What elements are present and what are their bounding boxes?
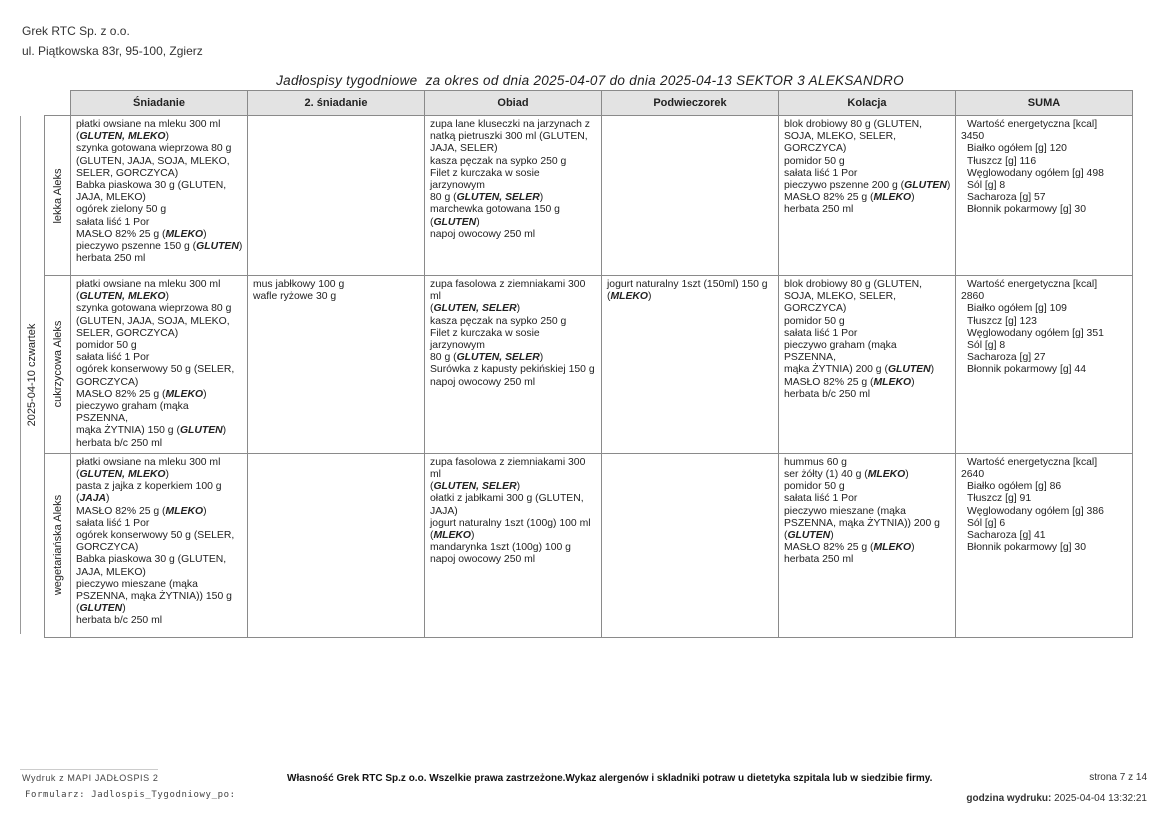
diet-cell — [45, 276, 71, 454]
meal-cell-drugie-sniadanie — [248, 116, 425, 276]
meal-item: PSZENNA, mąka ŻYTNIA)) 200 g — [784, 517, 940, 529]
meal-item: (GLUTEN) — [784, 530, 834, 542]
meal-item: Filet z kurczaka w sosie jarzynowym — [430, 327, 540, 352]
header-obiad: Obiad — [425, 91, 602, 116]
energy-value: 2640 — [961, 469, 985, 481]
energy-label: Wartość energetyczna [kcal] — [967, 119, 1098, 130]
meal-item: (GLUTEN) — [76, 603, 126, 615]
meal-item: pieczywo pszenne 150 g (GLUTEN) — [76, 241, 243, 253]
meal-item: herbata 250 ml — [76, 253, 146, 265]
meal-item: zupa fasolowa z ziemniakami 300 ml — [430, 456, 586, 481]
meal-item: (MLEKO) — [607, 291, 652, 303]
meal-item: pieczywo graham (mąka PSZENNA, — [784, 340, 897, 364]
meal-item: GORCZYCA) — [76, 376, 139, 388]
meal-item: wafle ryżowe 30 g — [253, 291, 337, 303]
meal-item: sałata liść 1 Por — [76, 517, 150, 529]
table-header-row — [45, 91, 1133, 116]
meal-item: (GLUTEN, SELER) — [430, 481, 521, 493]
footer-page-number: strona 7 z 14 — [1089, 772, 1147, 783]
header-kolacja: Kolacja — [779, 91, 956, 116]
footer-ownership: Własność Grek RTC Sp.z o.o. Wszelkie prawa zastrzeżone.Wykaz alergenów i skladniki potraw u dietetyka szpitala lub w siedzibie firmy. — [287, 773, 933, 784]
diet-cell — [45, 116, 71, 276]
table-row — [45, 116, 1133, 276]
nutrient-line: Białko ogółem [g] 86 — [967, 481, 1062, 493]
meal-item: Surówka z kapusty pekińskiej 150 g — [430, 364, 595, 376]
meal-item: blok drobiowy 80 g (GLUTEN, — [784, 279, 923, 290]
meal-cell-drugie-sniadanie — [248, 453, 425, 637]
meal-item: sałata liść 1 Por — [784, 167, 858, 179]
meal-item: PSZENNA, mąka ŻYTNIA)) 150 g — [76, 591, 232, 603]
table-row — [45, 276, 1133, 454]
meal-item: mąka ŻYTNIA) 150 g (GLUTEN) — [76, 425, 227, 437]
meal-cell-podwieczorek — [602, 453, 779, 637]
diet-label: wegetariańska Aleks — [51, 495, 64, 596]
meal-item: ołatki z jabłkami 300 g (GLUTEN, — [430, 493, 584, 505]
meal-item: pomidor 50 g — [784, 481, 845, 493]
meal-item: 80 g (GLUTEN, SELER) — [430, 352, 544, 364]
header-drugie-sniadanie: 2. śniadanie — [248, 91, 425, 116]
meal-item: herbata b/c 250 ml — [76, 437, 163, 449]
meal-item: pieczywo mieszane (mąka — [784, 505, 906, 517]
diet-label: cukrzycowa Aleks — [51, 321, 64, 408]
diet-cell — [45, 453, 71, 637]
meal-item: MASŁO 82% 25 g (MLEKO) — [784, 192, 915, 204]
meal-item: SELER, GORCZYCA) — [76, 327, 179, 339]
header-sniadanie: Śniadanie — [71, 91, 248, 116]
nutrient-line: Węglowodany ogółem [g] 351 — [967, 327, 1104, 339]
meal-item: sałata liść 1 Por — [76, 352, 150, 364]
meal-item: JAJA, SELER) — [430, 143, 498, 155]
header-suma: SUMA — [956, 91, 1133, 116]
meal-item: herbata b/c 250 ml — [76, 615, 163, 627]
meal-item: herbata b/c 250 ml — [784, 388, 871, 400]
meal-item: GORCZYCA) — [76, 542, 139, 554]
meal-item: jogurt naturalny 1szt (100g) 100 ml — [430, 517, 591, 529]
meal-item: ogórek konserwowy 50 g (SELER, — [76, 364, 235, 376]
print-time-label: godzina wydruku: — [966, 793, 1052, 804]
day-label: 2025-04-10 czwartek — [26, 323, 38, 427]
meal-item: JAJA, MLEKO) — [76, 192, 146, 204]
nutrient-line: Sacharoza [g] 27 — [967, 352, 1046, 364]
energy-label: Wartość energetyczna [kcal] — [967, 456, 1098, 468]
nutrient-line: Białko ogółem [g] 109 — [967, 303, 1067, 315]
header-corner — [45, 91, 71, 116]
meal-item: JAJA, MLEKO) — [76, 566, 146, 578]
meal-item: szynka gotowana wieprzowa 80 g — [76, 303, 232, 315]
meal-item: SELER, GORCZYCA) — [76, 167, 179, 179]
nutrient-line: Tłuszcz [g] 116 — [967, 155, 1037, 167]
date-column-line — [20, 116, 21, 634]
meal-item: jogurt naturalny 1szt (150ml) 150 g — [607, 279, 768, 290]
meal-cell-obiad — [425, 453, 602, 637]
meal-cell-drugie-sniadanie — [248, 276, 425, 454]
meal-item: napoj owocowy 250 ml — [430, 554, 536, 566]
meal-cell-kolacja — [779, 116, 956, 276]
footer-divider — [20, 769, 158, 770]
print-time-value: 2025-04-04 13:32:21 — [1054, 793, 1147, 804]
meal-item: marchewka gotowana 150 g — [430, 204, 560, 216]
meal-cell-podwieczorek — [602, 116, 779, 276]
nutrient-line: Sacharoza [g] 41 — [967, 530, 1046, 542]
meal-item: napoj owocowy 250 ml — [430, 228, 536, 240]
meal-item: płatki owsiane na mleku 300 ml — [76, 456, 221, 468]
meal-item: ser żółty (1) 40 g (MLEKO) — [784, 469, 909, 481]
meal-item: ogórek zielony 50 g — [76, 204, 167, 216]
meal-item: (GLUTEN, JAJA, SOJA, MLEKO, — [76, 155, 230, 167]
meal-cell-suma — [956, 116, 1133, 276]
nutrient-line: Błonnik pokarmowy [g] 30 — [967, 204, 1086, 216]
meal-item: pomidor 50 g — [784, 155, 845, 167]
nutrient-line: Tłuszcz [g] 123 — [967, 315, 1037, 327]
meal-cell-obiad — [425, 276, 602, 454]
nutrient-line: Sacharoza [g] 57 — [967, 192, 1046, 204]
meal-item: natką pietruszki 300 ml (GLUTEN, — [430, 131, 588, 143]
meal-item: (GLUTEN, MLEKO) — [76, 469, 169, 481]
meal-item: Babka piaskowa 30 g (GLUTEN, — [76, 180, 227, 192]
meal-item: 80 g (GLUTEN, SELER) — [430, 192, 544, 204]
footer-print-time — [966, 793, 1147, 804]
meal-item: Babka piaskowa 30 g (GLUTEN, — [76, 554, 227, 566]
meal-item: (GLUTEN, SELER) — [430, 303, 521, 315]
nutrient-line: Błonnik pokarmowy [g] 44 — [967, 364, 1086, 376]
meal-item: szynka gotowana wieprzowa 80 g — [76, 143, 232, 155]
meal-item: napoj owocowy 250 ml — [430, 376, 536, 388]
meal-cell-suma — [956, 453, 1133, 637]
meal-cell-kolacja — [779, 276, 956, 454]
meal-item: ogórek konserwowy 50 g (SELER, — [76, 530, 235, 542]
meal-cell-sniadanie — [71, 116, 248, 276]
table-row — [45, 453, 1133, 637]
meal-item: pieczywo pszenne 200 g (GLUTEN) — [784, 180, 951, 192]
meal-item: sałata liść 1 Por — [784, 493, 858, 505]
meal-item: MASŁO 82% 25 g (MLEKO) — [76, 388, 207, 400]
meal-item: (GLUTEN) — [430, 216, 480, 228]
nutrient-line: Sól [g] 8 — [967, 340, 1006, 352]
meal-item: (GLUTEN, MLEKO) — [76, 131, 169, 143]
meal-item: MASŁO 82% 25 g (MLEKO) — [76, 505, 207, 517]
meal-item: MASŁO 82% 25 g (MLEKO) — [76, 228, 207, 240]
meal-item: pieczywo graham (mąka PSZENNA, — [76, 401, 189, 425]
company-address: ul. Piątkowska 83r, 95-100, Zgierz — [22, 44, 203, 58]
energy-label: Wartość energetyczna [kcal] — [967, 279, 1098, 290]
header-podwieczorek: Podwieczorek — [602, 91, 779, 116]
nutrient-line: Białko ogółem [g] 120 — [967, 143, 1067, 155]
meal-item: MASŁO 82% 25 g (MLEKO) — [784, 542, 915, 554]
nutrient-line: Tłuszcz [g] 91 — [967, 493, 1032, 505]
meal-item: blok drobiowy 80 g (GLUTEN, — [784, 119, 923, 130]
menu-title: Jadłospisy tygodniowe za okres od dnia 2025-04-07 do dnia 2025-04-13 SEKTOR 3 ALEKSANDRO — [276, 73, 904, 88]
nutrient-line: Sól [g] 6 — [967, 517, 1006, 529]
meal-item: herbata 250 ml — [784, 554, 854, 566]
energy-value: 3450 — [961, 131, 985, 143]
meal-cell-sniadanie — [71, 276, 248, 454]
meal-item: herbata 250 ml — [784, 204, 854, 216]
meal-item: hummus 60 g — [784, 456, 847, 468]
meal-item: (JAJA) — [76, 493, 110, 505]
meal-item: pasta z jajka z koperkiem 100 g — [76, 481, 222, 493]
meal-item: SOJA, MLEKO, SELER, — [784, 131, 897, 143]
meal-item: sałata liść 1 Por — [784, 327, 858, 339]
meal-item: GORCZYCA) — [784, 143, 847, 155]
meal-item: (GLUTEN, JAJA, SOJA, MLEKO, — [76, 315, 230, 327]
meal-item: zupa fasolowa z ziemniakami 300 ml — [430, 279, 586, 303]
meal-item: pieczywo mieszane (mąka — [76, 578, 198, 590]
meal-item: mus jabłkowy 100 g — [253, 279, 345, 290]
meal-item: SOJA, MLEKO, SELER, — [784, 291, 897, 303]
nutrient-line: Błonnik pokarmowy [g] 30 — [967, 542, 1086, 554]
meal-item: mąka ŻYTNIA) 200 g (GLUTEN) — [784, 364, 935, 376]
meal-cell-suma — [956, 276, 1133, 454]
footer-printout: Wydruk z MAPI JADŁOSPIS 2 — [22, 773, 159, 783]
meal-item: kasza pęczak na sypko 250 g — [430, 155, 567, 167]
meal-item: (GLUTEN, MLEKO) — [76, 291, 169, 303]
meal-item: pomidor 50 g — [784, 315, 845, 327]
meal-item: pomidor 50 g — [76, 340, 137, 352]
meal-item: JAJA) — [430, 505, 458, 517]
footer-form: Formularz: Jadlospis_Tygodniowy_po: — [25, 790, 236, 800]
meal-item: (MLEKO) — [430, 530, 475, 542]
meal-cell-obiad — [425, 116, 602, 276]
energy-value: 2860 — [961, 291, 985, 303]
meal-item: sałata liść 1 Por — [76, 216, 150, 228]
meal-item: MASŁO 82% 25 g (MLEKO) — [784, 376, 915, 388]
nutrient-line: Sól [g] 8 — [967, 180, 1006, 192]
meal-item: płatki owsiane na mleku 300 ml — [76, 119, 221, 130]
date-column — [20, 116, 45, 634]
nutrient-line: Węglowodany ogółem [g] 498 — [967, 167, 1104, 179]
company-name: Grek RTC Sp. z o.o. — [22, 24, 130, 38]
weekly-menu-table — [44, 90, 1133, 638]
meal-cell-sniadanie — [71, 453, 248, 637]
meal-item: mandarynka 1szt (100g) 100 g — [430, 542, 571, 554]
diet-label: lekka Aleks — [51, 167, 64, 224]
meal-item: GORCZYCA) — [784, 303, 847, 315]
meal-item: płatki owsiane na mleku 300 ml — [76, 279, 221, 290]
meal-cell-kolacja — [779, 453, 956, 637]
nutrient-line: Węglowodany ogółem [g] 386 — [967, 505, 1104, 517]
meal-item: zupa lane kluseczki na jarzynach z — [430, 119, 590, 130]
meal-cell-podwieczorek — [602, 276, 779, 454]
meal-item: kasza pęczak na sypko 250 g — [430, 315, 567, 327]
meal-item: Filet z kurczaka w sosie jarzynowym — [430, 167, 540, 192]
